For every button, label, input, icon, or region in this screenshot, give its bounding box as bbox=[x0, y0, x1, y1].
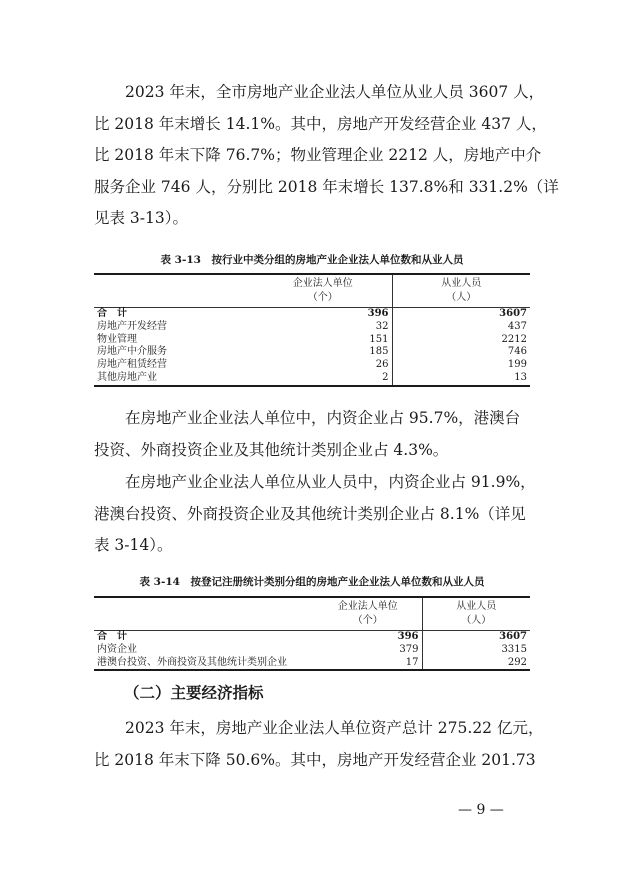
text-line: 比 2018 年末下降 76.7%；物业管理企业 2212 人，房地产中介 bbox=[94, 146, 542, 165]
header-label: 企业法人单位 bbox=[292, 278, 353, 289]
paragraph-employee-share bbox=[94, 467, 536, 562]
people-value: 199 bbox=[507, 359, 527, 371]
units-value: 185 bbox=[254, 346, 392, 359]
row-label: 内资企业 bbox=[97, 643, 137, 655]
units-value: 396 bbox=[314, 631, 422, 644]
table-header-row bbox=[94, 274, 530, 308]
units-value: 17 bbox=[314, 657, 422, 671]
table-row bbox=[94, 321, 530, 334]
table-row bbox=[94, 372, 530, 386]
units-value: 32 bbox=[254, 321, 392, 334]
units-value: 2 bbox=[254, 372, 392, 386]
text-line: 服务企业 746 人，分别比 2018 年末增长 137.8%和 331.2%（详 bbox=[94, 177, 559, 196]
text-line: 港澳台投资、外商投资企业及其他统计类别企业占 8.1%（详见 bbox=[94, 504, 526, 523]
text-line: 投资、外商投资企业及其他统计类别企业占 4.3%。 bbox=[94, 440, 449, 459]
row-label: 其他房地产业 bbox=[94, 372, 254, 386]
data-table bbox=[94, 596, 530, 671]
header-cell bbox=[314, 597, 422, 631]
header-label: 企业法人单位 bbox=[337, 601, 398, 612]
table-row bbox=[94, 631, 530, 644]
table-caption: 表 3-14 按登记注册统计类别分组的房地产业企业法人单位数和从业人员 bbox=[139, 576, 485, 588]
paragraph-unit-share bbox=[94, 403, 530, 466]
paragraph-assets bbox=[94, 713, 544, 776]
text-line: 见表 3-13）。 bbox=[94, 209, 188, 228]
row-label: 物业管理 bbox=[97, 333, 137, 345]
header-label: 从业人员 bbox=[456, 601, 497, 612]
table-row bbox=[94, 346, 530, 359]
people-value: 292 bbox=[422, 657, 530, 671]
text-line: 比 2018 年末增长 14.1%。其中，房地产开发经营企业 437 人， bbox=[94, 114, 547, 133]
row-label: 合 计 bbox=[97, 631, 127, 642]
units-value: 26 bbox=[254, 359, 392, 372]
units-value: 379 bbox=[314, 644, 422, 657]
text-line: 比 2018 年末下降 50.6%。其中，房地产开发经营企业 201.73 bbox=[94, 750, 536, 769]
header-unit: （个） bbox=[307, 292, 338, 303]
text-line: 2023 年末，全市房地产业企业法人单位从业人员 3607 人， bbox=[125, 83, 545, 101]
row-label: 房地产租赁经营 bbox=[97, 359, 167, 371]
header-unit: （个） bbox=[352, 615, 383, 626]
section-subheading: （二）主要经济指标 bbox=[124, 683, 264, 702]
people-value: 2212 bbox=[501, 333, 527, 345]
people-value: 437 bbox=[507, 320, 527, 332]
paragraph-employees bbox=[94, 77, 559, 235]
header-cell bbox=[392, 274, 530, 308]
header-unit: （人） bbox=[446, 292, 477, 303]
table-row bbox=[94, 359, 530, 372]
text-line: 在房地产业企业法人单位中，内资企业占 95.7%，港澳台 bbox=[125, 409, 521, 427]
people-value: 746 bbox=[507, 346, 527, 358]
row-label: 房地产开发经营 bbox=[97, 320, 167, 332]
header-cell bbox=[94, 597, 314, 631]
page-number: — 9 — bbox=[458, 802, 504, 818]
text-line: 在房地产业企业法人单位从业人员中，内资企业占 91.9%， bbox=[125, 473, 536, 491]
row-label: 合 计 bbox=[97, 308, 127, 319]
row-label: 港澳台投资、外商投资及其他统计类别企业 bbox=[94, 657, 314, 671]
row-label: 房地产中介服务 bbox=[97, 346, 167, 358]
people-value: 13 bbox=[392, 372, 530, 386]
header-cell bbox=[422, 597, 530, 631]
header-unit: （人） bbox=[461, 615, 492, 626]
table-caption: 表 3-13 按行业中类分组的房地产业企业法人单位数和从业人员 bbox=[160, 254, 464, 266]
header-label: 从业人员 bbox=[441, 278, 482, 289]
units-value: 396 bbox=[254, 308, 392, 321]
table-row bbox=[94, 657, 530, 671]
people-value: 3315 bbox=[501, 643, 527, 655]
people-value: 3607 bbox=[499, 631, 527, 642]
data-table bbox=[94, 273, 530, 387]
table-row bbox=[94, 334, 530, 347]
header-cell bbox=[94, 274, 254, 308]
text-line: 表 3-14）。 bbox=[94, 536, 173, 555]
table-row bbox=[94, 308, 530, 321]
text-line: 2023 年末，房地产业企业法人单位资产总计 275.22 亿元， bbox=[125, 719, 544, 737]
units-value: 151 bbox=[254, 334, 392, 347]
people-value: 3607 bbox=[499, 308, 527, 319]
table-row bbox=[94, 644, 530, 657]
table-header-row bbox=[94, 597, 530, 631]
header-cell bbox=[254, 274, 392, 308]
